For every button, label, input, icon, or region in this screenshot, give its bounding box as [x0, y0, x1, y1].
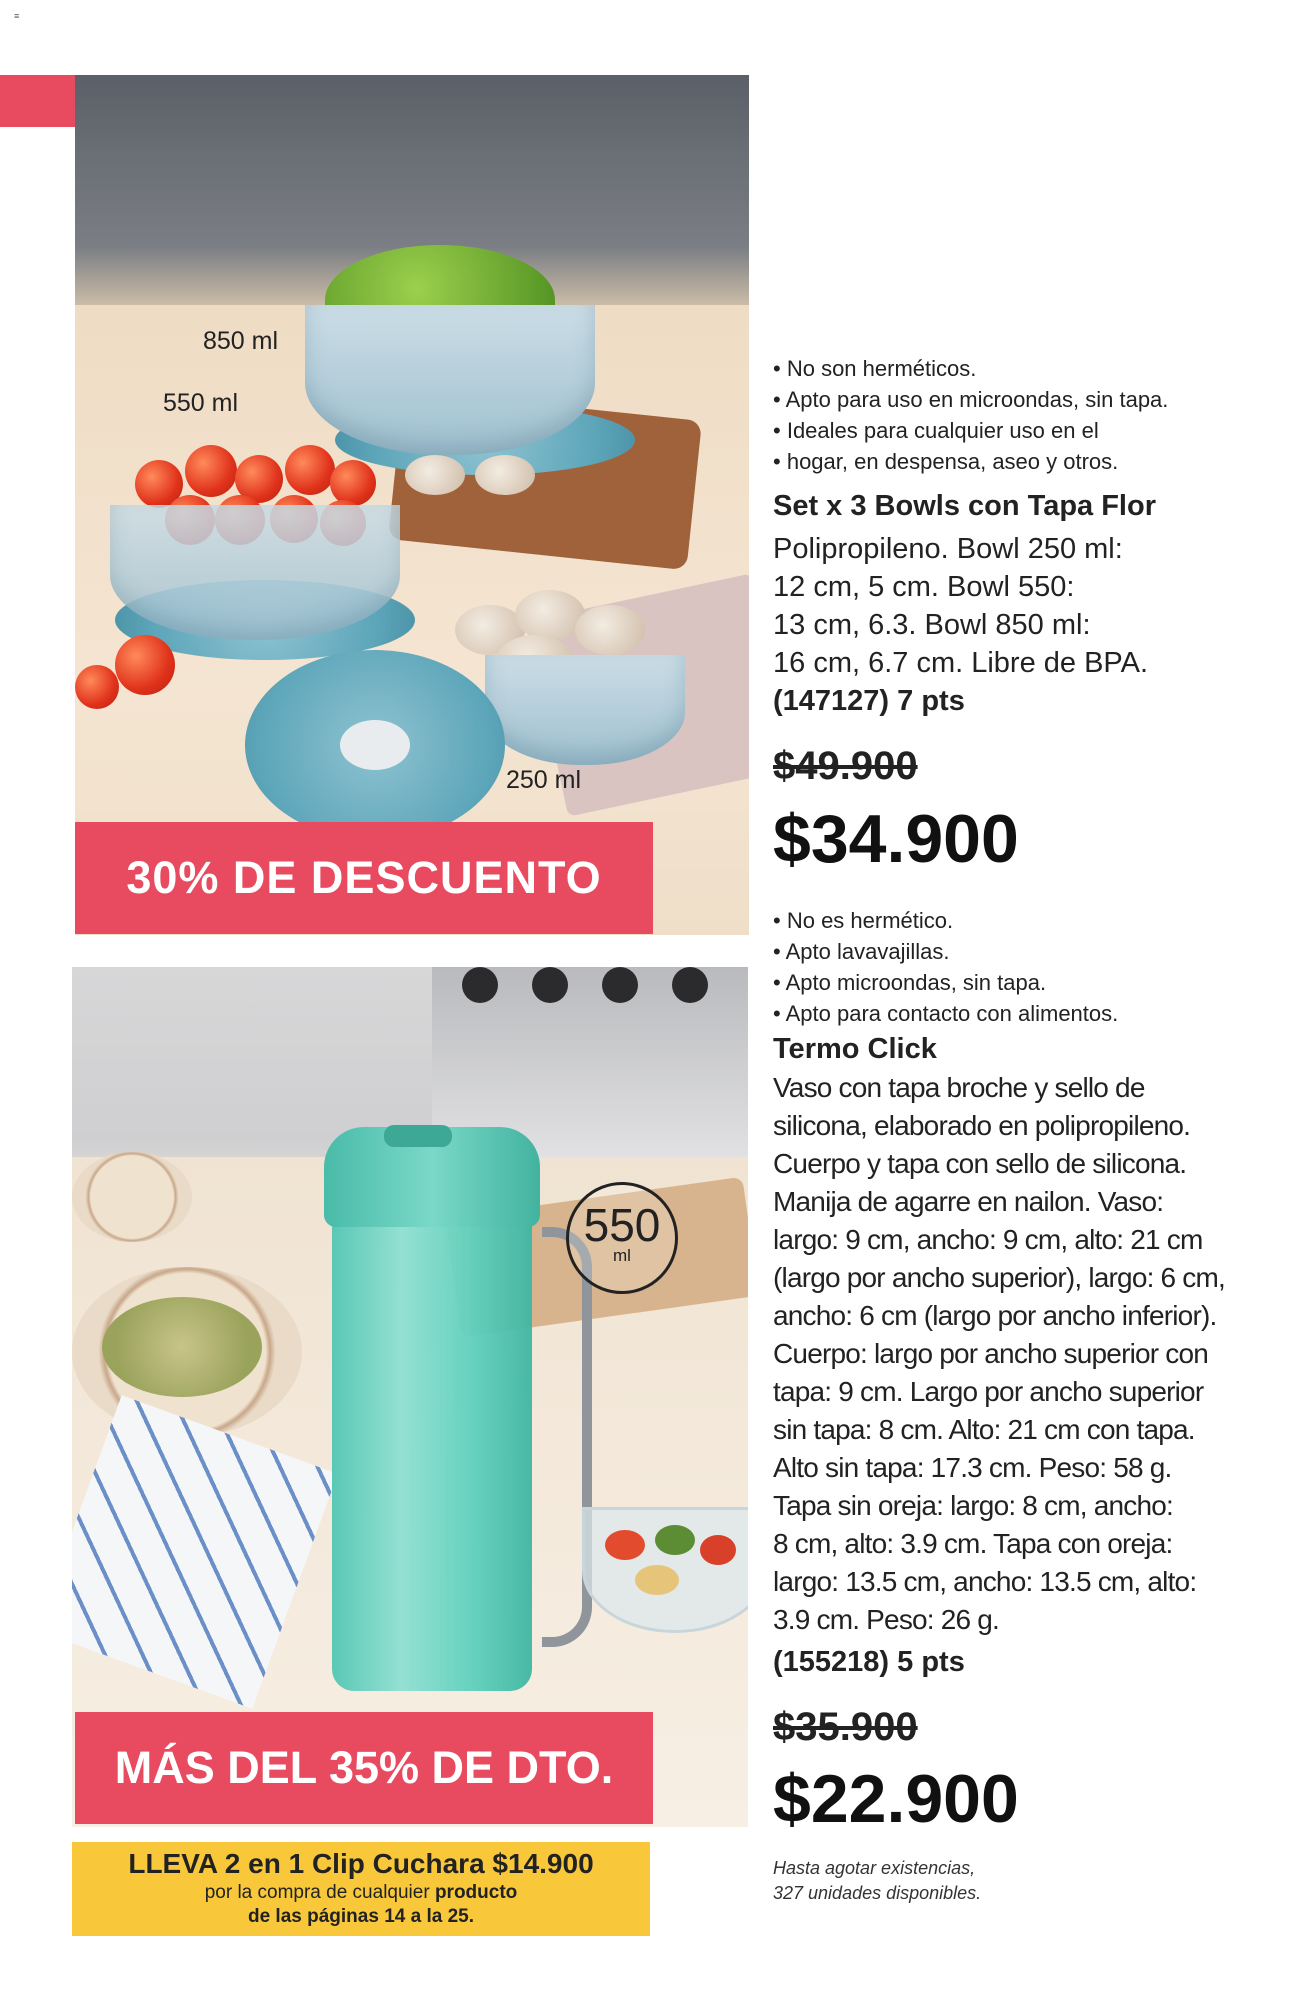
capacity-badge	[566, 1182, 678, 1294]
description-line: tapa: 9 cm. Largo por ancho superior	[773, 1376, 1204, 1407]
vegetable	[655, 1525, 695, 1555]
description-line: 12 cm, 5 cm. Bowl 550:	[773, 571, 1075, 603]
discount-banner-bowls	[75, 822, 653, 934]
bottle-product-code: (155218) 5 pts	[773, 1646, 965, 1678]
footnote-line: Hasta agotar existencias,	[773, 1858, 976, 1878]
discount-banner-text: 30% DE DESCUENTO	[126, 852, 602, 903]
description-line: Alto sin tapa: 17.3 cm. Peso: 58 g.	[773, 1452, 1172, 1483]
feature-item: • Apto para uso en microondas, sin tapa.	[773, 384, 1168, 415]
promo-box	[72, 1842, 650, 1936]
bowls-title: Set x 3 Bowls con Tapa Flor	[773, 490, 1156, 522]
bottle-old-price: $35.900	[773, 1705, 918, 1749]
description-line: Polipropileno. Bowl 250 ml:	[773, 533, 1123, 565]
stock-footnote	[773, 1856, 981, 1906]
tomato	[115, 635, 175, 695]
bowls-features	[773, 353, 1168, 477]
description-line: 13 cm, 6.3. Bowl 850 ml:	[773, 609, 1091, 641]
capacity-unit: ml	[613, 1246, 631, 1265]
bowls-description	[773, 530, 1148, 682]
size-label-250: 250 ml	[506, 766, 582, 794]
mushroom	[575, 605, 645, 655]
tomato	[75, 665, 119, 709]
discount-banner-text: MÁS DEL 35% DE DTO.	[114, 1742, 614, 1793]
promo-headline: LLEVA 2 en 1 Clip Cuchara $14.900	[128, 1848, 594, 1879]
bottle-photo	[72, 967, 748, 1827]
promo-condition-text: por la compra de cualquier	[204, 1882, 435, 1903]
feature-item: • No son herméticos.	[773, 353, 1168, 384]
bowl-250	[485, 655, 685, 765]
description-line: (largo por ancho superior), largo: 6 cm,	[773, 1262, 1225, 1293]
mushroom	[405, 455, 465, 495]
promo-condition	[72, 1882, 650, 1904]
description-line: Cuerpo y tapa con sello de silicona.	[773, 1148, 1187, 1179]
description-line: largo: 9 cm, ancho: 9 cm, alto: 21 cm	[773, 1224, 1203, 1255]
footnote-line: 327 unidades disponibles.	[773, 1883, 982, 1903]
tomato	[185, 445, 237, 497]
bowls-new-price: $34.900	[773, 801, 1019, 877]
feature-item: • Apto para contacto con alimentos.	[773, 998, 1118, 1029]
size-label-850: 850 ml	[203, 327, 279, 355]
bottle-description	[773, 1069, 1225, 1639]
bottle-new-price: $22.900	[773, 1761, 1019, 1837]
oven-knob	[532, 967, 568, 1003]
mushroom	[475, 455, 535, 495]
vegetable	[605, 1530, 645, 1560]
description-line: Vaso con tapa broche y sello de	[773, 1072, 1145, 1103]
size-label-550: 550 ml	[163, 389, 239, 417]
promo-pages: de las páginas 14 a la 25.	[247, 1906, 474, 1927]
feature-item: • Apto microondas, sin tapa.	[773, 967, 1118, 998]
plate	[72, 1152, 192, 1242]
description-line: 8 cm, alto: 3.9 cm. Tapa con oreja:	[773, 1528, 1173, 1559]
bowl-850	[305, 305, 595, 455]
description-line: 3.9 cm. Peso: 26 g.	[773, 1604, 1000, 1635]
feature-item: • hogar, en despensa, aseo y otros.	[773, 446, 1168, 477]
feature-item: • Ideales para cualquier uso en el	[773, 415, 1168, 446]
bottle-top	[384, 1125, 452, 1147]
vegetable	[635, 1565, 679, 1595]
description-line: silicona, elaborado en polipropileno.	[773, 1110, 1191, 1141]
bowl-550	[110, 505, 400, 640]
oven-knob	[672, 967, 708, 1003]
description-line: Cuerpo: largo por ancho superior con	[773, 1338, 1209, 1369]
feature-item: • Apto lavavajillas.	[773, 936, 1118, 967]
description-line: largo: 13.5 cm, ancho: 13.5 cm, alto:	[773, 1566, 1197, 1597]
description-line: Manija de agarre en nailon. Vaso:	[773, 1186, 1164, 1217]
description-line: Tapa sin oreja: largo: 8 cm, ancho:	[773, 1490, 1174, 1521]
bottle-title: Termo Click	[773, 1033, 937, 1065]
vegetable	[700, 1535, 736, 1565]
bottle-features	[773, 905, 1118, 1029]
menu-icon[interactable]: ≡	[14, 11, 20, 21]
bowls-product-code: (147127) 7 pts	[773, 685, 965, 717]
tomato	[285, 445, 335, 495]
description-line: ancho: 6 cm (largo por ancho inferior).	[773, 1300, 1217, 1331]
capacity-value: 550	[583, 1199, 661, 1251]
bowls-photo	[75, 75, 749, 935]
oven-knob	[602, 967, 638, 1003]
pasta	[102, 1297, 262, 1397]
lid-flower-knob	[340, 720, 410, 770]
discount-banner-bottle	[75, 1712, 653, 1824]
bowls-old-price: $49.900	[773, 744, 918, 788]
feature-item: • No es hermético.	[773, 905, 1118, 936]
tomato	[330, 460, 376, 506]
description-line: 16 cm, 6.7 cm. Libre de BPA.	[773, 647, 1149, 679]
promo-condition-bold: producto	[434, 1882, 518, 1903]
description-line: sin tapa: 8 cm. Alto: 21 cm con tapa.	[773, 1414, 1195, 1445]
oven-knob	[462, 967, 498, 1003]
